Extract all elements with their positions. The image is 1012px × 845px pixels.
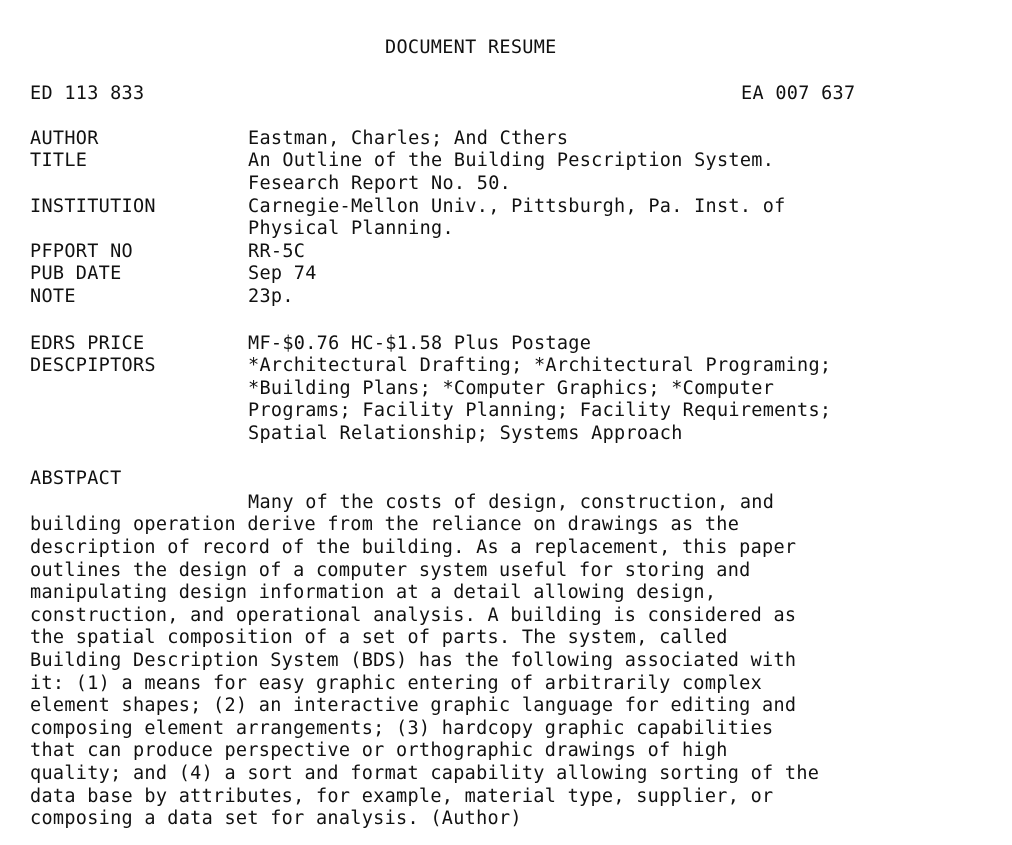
abstract-line: it: (1) a means for easy graphic entering of arbitrarily complex: [30, 673, 763, 694]
author-label: AUTHOR: [30, 128, 99, 149]
title-value-line: Fesearch Report No. 50.: [248, 173, 512, 194]
title-value-line: An Outline of the Building Pescription System.: [248, 150, 775, 171]
pub-date-label: PUB DATE: [30, 263, 122, 284]
abstract-line: Building Description System (BDS) has the following associated with: [30, 650, 797, 671]
pub-date-value: Sep 74: [248, 263, 317, 284]
abstract-line: Many of the costs of design, construction, and: [248, 492, 775, 513]
institution-value-line: Carnegie-Mellon Univ., Pittsburgh, Pa. Inst. of: [248, 196, 786, 217]
note-label: NOTE: [30, 286, 76, 307]
abstract-line: composing element arrangements; (3) hardcopy graphic capabilities: [30, 718, 774, 739]
ea-number: EA 007 637: [741, 83, 856, 104]
abstract-line: building operation derive from the reliance on drawings as the: [30, 514, 740, 535]
document-title: DOCUMENT RESUME: [385, 37, 557, 58]
ed-number: ED 113 833: [30, 83, 145, 104]
abstract-line: manipulating design information at a detail allowing design,: [30, 582, 717, 603]
edrs-price-value: MF-$0.76 HC-$1.58 Plus Postage: [248, 333, 592, 354]
abstract-line: description of record of the building. As a replacement, this paper: [30, 537, 797, 558]
title-label: TITLE: [30, 150, 88, 171]
abstract-line: data base by attributes, for example, material type, supplier, or: [30, 786, 774, 807]
author-value: Eastman, Charles; And Cthers: [248, 128, 569, 149]
descriptors-value-line: Spatial Relationship; Systems Approach: [248, 423, 683, 444]
abstract-line: quality; and (4) a sort and format capability allowing sorting of the: [30, 763, 820, 784]
descriptors-value-line: *Building Plans; *Computer Graphics; *Computer: [248, 378, 775, 399]
abstract-line: that can produce perspective or orthographic drawings of high: [30, 740, 728, 761]
note-value: 23p.: [248, 286, 294, 307]
abstract-line: outlines the design of a computer system useful for storing and: [30, 560, 751, 581]
institution-value-line: Physical Planning.: [248, 218, 454, 239]
report-no-value: RR-5C: [248, 241, 306, 262]
abstract-label: ABSTPACT: [30, 468, 122, 489]
descriptors-value-line: Programs; Facility Planning; Facility Requirements;: [248, 400, 832, 421]
abstract-line: the spatial composition of a set of parts. The system, called: [30, 627, 728, 648]
abstract-line: element shapes; (2) an interactive graphic language for editing and: [30, 695, 797, 716]
descriptors-label: DESCPIPTORS: [30, 355, 156, 376]
report-no-label: PFPORT NO: [30, 241, 133, 262]
edrs-price-label: EDRS PRICE: [30, 333, 145, 354]
abstract-line: construction, and operational analysis. A building is considered as: [30, 605, 797, 626]
descriptors-value-line: *Architectural Drafting; *Architectural Programing;: [248, 355, 832, 376]
institution-label: INSTITUTION: [30, 196, 156, 217]
abstract-line: composing a data set for analysis. (Author): [30, 808, 522, 829]
